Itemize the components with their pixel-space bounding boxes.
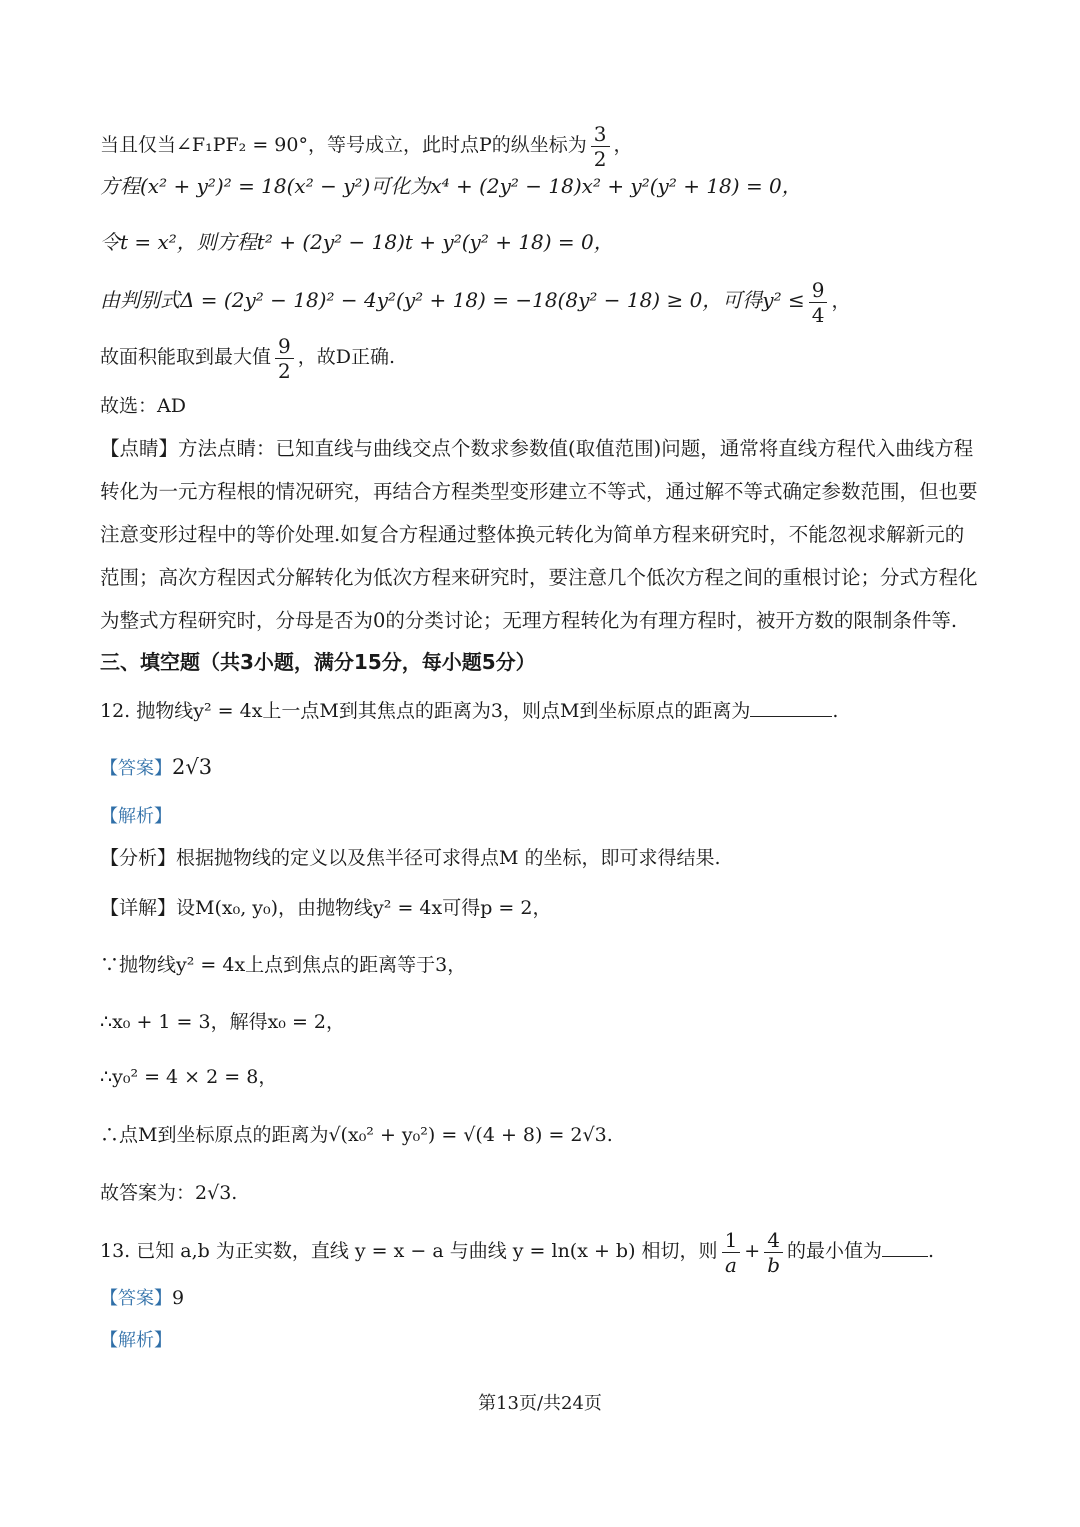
line-text: 故面积能取到最大值 [100, 346, 272, 368]
max-area-line [100, 327, 980, 387]
line-text: 故选：AD [100, 395, 186, 417]
line-suffix: ，故D正确. [297, 346, 396, 368]
solution-step-2 [100, 1007, 980, 1037]
choice-line [100, 391, 980, 421]
fenxi-tag: 【分析】 [100, 847, 177, 869]
fraction [722, 1228, 741, 1277]
plus-sign: + [744, 1240, 761, 1262]
question-12-answer [100, 752, 980, 784]
step-text: ∵抛物线y² = 4x上点到焦点的距离等于3， [100, 954, 467, 976]
fraction [275, 334, 294, 383]
answer-blank [882, 1238, 928, 1257]
page-footer [0, 1392, 1080, 1416]
heading-text: 三、填空题（共3小题，满分15分，每小题5分） [100, 650, 536, 674]
question-text: 12. 抛物线y² = 4x上一点M到其焦点的距离为3，则点M到坐标原点的距离为 [100, 700, 751, 722]
question-13-answer [100, 1283, 980, 1314]
fraction-denominator: b [767, 1252, 781, 1277]
page-number: 第13页/共24页 [478, 1393, 602, 1414]
solution-final [100, 1178, 980, 1208]
fraction-numerator: 9 [809, 278, 828, 303]
note-tag: 【点睛】 [100, 437, 179, 460]
analysis-tag: 【解析】 [100, 1330, 172, 1351]
final-text: 故答案为：2√3. [100, 1182, 238, 1204]
fraction-denominator: a [724, 1252, 737, 1277]
solution-step-1 [100, 950, 980, 980]
answer-tag: 【答案】 [100, 758, 172, 779]
question-12-stem [100, 696, 980, 726]
fraction-numerator: 1 [722, 1228, 741, 1253]
fraction [764, 1228, 783, 1277]
solution-step-3 [100, 1062, 980, 1092]
equation-transform-line [100, 171, 980, 202]
answer-value: 2√3 [172, 755, 213, 779]
line-text: 当且仅当∠F₁PF₂ = 90°，等号成立，此时点P的纵坐标为 [100, 134, 587, 156]
fraction-denominator: 4 [811, 302, 825, 327]
fraction-numerator: 4 [764, 1228, 783, 1253]
xiangjie-tag: 【详解】 [100, 897, 177, 919]
question-text: 13. 已知 a,b 为正实数，直线 y = x − a 与曲线 y = ln(x + b) 相切，则 [100, 1240, 718, 1262]
question-12-xiangjie [100, 893, 980, 923]
line-suffix: ， [613, 134, 633, 156]
note-text: 方法点睛：已知直线与曲线交点个数求参数值(取值范围)问题，通常将直线方程代入曲线方程转化为一元方程根的情况研究，再结合方程类型变形建立不等式，通过解不等式确定参数范围，但也要注意变形过程中的等价处理.如复合方程通过整体换元转化为简单方程来研究时，不能忽视求解新元的范围；高次方程因式分解转化为低次方程来研究时，要注意几个低次方程之间的重根讨论；分式方程化为整式方程研究时，分母是否为0的分类讨论；无理方程转化为有理方程时，被开方数的限制条件等. [100, 437, 978, 632]
answer-blank [750, 698, 832, 717]
fraction-numerator: 3 [591, 122, 610, 147]
step-text: ∴x₀ + 1 = 3，解得x₀ = 2， [100, 1011, 346, 1033]
discriminant-line [100, 270, 980, 331]
fraction-denominator: 2 [593, 146, 607, 171]
fraction [809, 278, 828, 327]
xiangjie-text: 设M(x₀, y₀)，由抛物线y² = 4x可得p = 2， [176, 897, 552, 919]
question-12-analysis [100, 801, 980, 832]
fraction-denominator: 2 [278, 358, 291, 383]
fraction-numerator: 9 [275, 334, 294, 359]
question-13-analysis [100, 1325, 980, 1356]
line-text: 令t = x²，则方程t² + (2y² − 18)t + y²(y² + 18) = 0， [100, 230, 614, 254]
line-text: 方程(x² + y²)² = 18(x² − y²)可化为x⁴ + (2y² − 18)x² + y²(y² + 18) = 0， [100, 174, 802, 198]
fenxi-text: 根据抛物线的定义以及焦半径可求得点M 的坐标，即可求得结果. [176, 847, 721, 869]
question-end: . [928, 1240, 935, 1262]
question-end: . [832, 700, 839, 722]
question-12-fenxi [100, 843, 980, 873]
question-tail: 的最小值为 [787, 1240, 883, 1262]
analysis-tag: 【解析】 [100, 806, 172, 827]
question-13-stem [100, 1221, 980, 1281]
step-text: ∴y₀² = 4 × 2 = 8， [100, 1066, 278, 1088]
fraction [591, 122, 610, 171]
line-suffix: ， [831, 290, 851, 312]
answer-tag: 【答案】 [100, 1288, 172, 1309]
step-text: ∴点M到坐标原点的距离为√(x₀² + y₀²) = √(4 + 8) = 2√3. [100, 1124, 613, 1146]
solution-step-4 [100, 1120, 980, 1150]
substitution-line [100, 227, 980, 258]
section-heading [100, 647, 980, 677]
equality-condition-line [100, 115, 980, 175]
method-note-paragraph [100, 427, 978, 642]
line-text: 由判别式Δ = (2y² − 18)² − 4y²(y² + 18) = −18(8y² − 18) ≥ 0，可得y² ≤ [100, 288, 805, 312]
answer-value: 9 [172, 1287, 185, 1309]
